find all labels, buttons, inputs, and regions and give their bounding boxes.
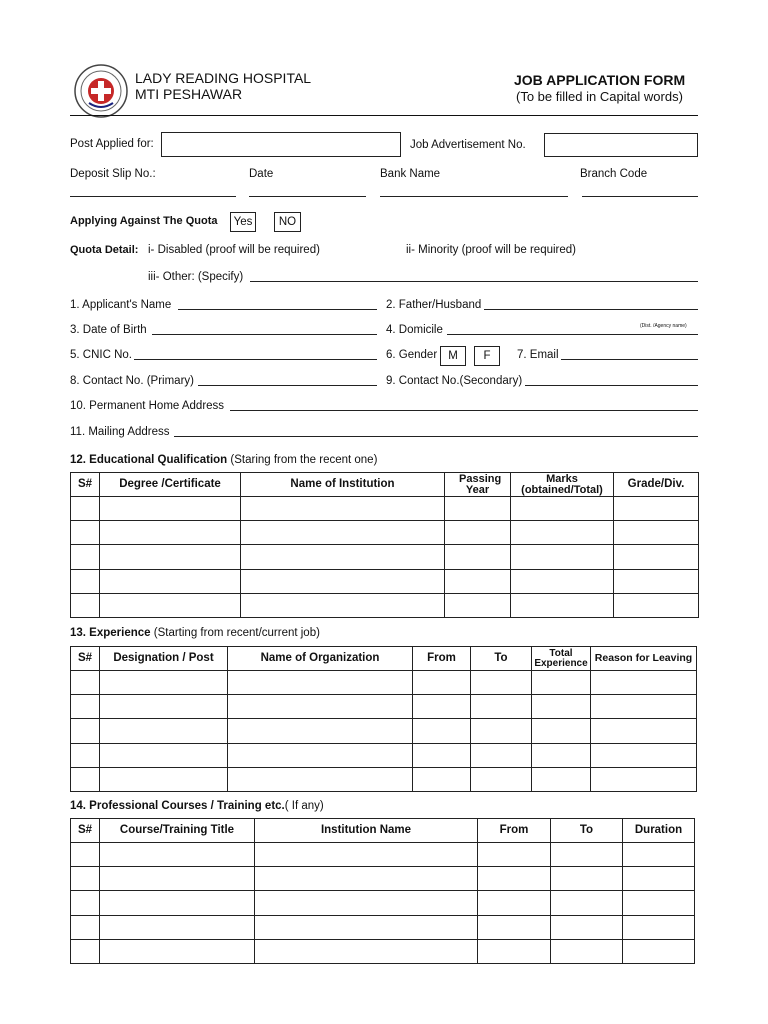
applicant-name-input[interactable] xyxy=(178,309,377,310)
contact-primary-input[interactable] xyxy=(198,385,377,386)
table-row xyxy=(71,767,697,791)
post-applied-input[interactable] xyxy=(161,132,401,157)
education-col-passing-year: Passing Year xyxy=(445,473,511,497)
education-heading: 12. Educational Qualification (Staring from the recent one) xyxy=(70,454,378,466)
form-title: JOB APPLICATION FORM xyxy=(514,72,686,88)
table-row xyxy=(71,545,699,569)
experience-col-organization: Name of Organization xyxy=(228,647,413,671)
quota-disabled-option[interactable]: i- Disabled (proof will be required) xyxy=(148,244,320,256)
education-col-institution: Name of Institution xyxy=(241,473,445,497)
job-adv-input[interactable] xyxy=(544,133,698,157)
experience-heading: 13. Experience (Starting from recent/current job) xyxy=(70,627,320,639)
deposit-slip-label: Deposit Slip No.: xyxy=(70,168,156,180)
branch-code-input[interactable] xyxy=(582,196,698,197)
header-divider xyxy=(70,115,698,116)
education-col-degree: Degree /Certificate xyxy=(100,473,241,497)
contact-secondary-input[interactable] xyxy=(525,385,698,386)
education-col-sno: S# xyxy=(71,473,100,497)
experience-table xyxy=(70,646,697,792)
post-applied-label: Post Applied for: xyxy=(70,138,154,150)
training-col-course: Course/Training Title xyxy=(100,819,255,843)
table-row xyxy=(71,867,695,891)
training-col-to: To xyxy=(551,819,623,843)
mailing-address-input[interactable] xyxy=(174,436,698,437)
quota-minority-option[interactable]: ii- Minority (proof will be required) xyxy=(406,244,576,256)
domicile-note: (Dist. /Agency name) xyxy=(640,323,687,329)
table-row xyxy=(71,593,699,617)
quota-other-input[interactable] xyxy=(250,281,698,282)
training-table xyxy=(70,818,695,964)
education-table xyxy=(70,472,699,618)
father-husband-label: 2. Father/Husband xyxy=(386,299,482,311)
table-row xyxy=(71,521,699,545)
training-col-sno: S# xyxy=(71,819,100,843)
training-col-institution: Institution Name xyxy=(255,819,478,843)
experience-col-reason: Reason for Leaving xyxy=(591,647,697,671)
experience-col-from: From xyxy=(413,647,471,671)
mailing-address-label: 11. Mailing Address xyxy=(70,426,170,438)
quota-yes-box[interactable]: Yes xyxy=(230,212,256,232)
training-col-from: From xyxy=(478,819,551,843)
table-row xyxy=(71,939,695,963)
form-subtitle: (To be filled in Capital words) xyxy=(516,89,683,104)
table-row xyxy=(71,915,695,939)
cnic-input[interactable] xyxy=(134,359,377,360)
table-row xyxy=(71,671,697,695)
email-label: 7. Email xyxy=(517,349,559,361)
table-row xyxy=(71,891,695,915)
dob-label: 3. Date of Birth xyxy=(70,324,147,336)
education-col-grade: Grade/Div. xyxy=(614,473,699,497)
hospital-logo-icon xyxy=(73,63,129,119)
contact-secondary-label: 9. Contact No.(Secondary) xyxy=(386,375,523,387)
permanent-address-label: 10. Permanent Home Address xyxy=(70,400,225,412)
gender-male-box[interactable]: M xyxy=(440,346,466,366)
table-row xyxy=(71,497,699,521)
permanent-address-input[interactable] xyxy=(230,410,698,411)
father-husband-input[interactable] xyxy=(484,309,698,310)
applicant-name-label: 1. Applicant's Name xyxy=(70,299,172,311)
table-row xyxy=(71,843,695,867)
domicile-label: 4. Domicile xyxy=(386,324,443,336)
experience-col-sno: S# xyxy=(71,647,100,671)
gender-female-box[interactable]: F xyxy=(474,346,500,366)
quota-no-box[interactable]: NO xyxy=(274,212,301,232)
experience-col-total: Total Experience xyxy=(532,647,591,671)
deposit-slip-input[interactable] xyxy=(70,196,236,197)
table-row xyxy=(71,569,699,593)
experience-col-to: To xyxy=(471,647,532,671)
bank-name-label: Bank Name xyxy=(380,168,441,180)
org-name: LADY READING HOSPITAL xyxy=(135,70,312,86)
job-adv-label: Job Advertisement No. xyxy=(410,139,526,151)
quota-label: Applying Against The Quota xyxy=(70,215,218,227)
domicile-input[interactable] xyxy=(447,334,698,335)
contact-primary-label: 8. Contact No. (Primary) xyxy=(70,375,194,387)
experience-col-designation: Designation / Post xyxy=(100,647,228,671)
dob-input[interactable] xyxy=(152,334,377,335)
date-label: Date xyxy=(249,168,274,180)
org-subname: MTI PESHAWAR xyxy=(135,86,243,102)
education-col-marks: Marks (obtained/Total) xyxy=(511,473,614,497)
gender-label: 6. Gender xyxy=(386,349,438,361)
training-heading: 14. Professional Courses / Training etc.( If any) xyxy=(70,800,324,812)
table-row xyxy=(71,743,697,767)
email-input[interactable] xyxy=(561,359,698,360)
table-row xyxy=(71,719,697,743)
quota-other-label: iii- Other: (Specify) xyxy=(148,271,244,283)
bank-name-input[interactable] xyxy=(380,196,568,197)
branch-code-label: Branch Code xyxy=(580,168,648,180)
quota-detail-label: Quota Detail: xyxy=(70,244,139,256)
table-row xyxy=(71,695,697,719)
cnic-label: 5. CNIC No. xyxy=(70,349,132,361)
date-input[interactable] xyxy=(249,196,366,197)
training-col-duration: Duration xyxy=(623,819,695,843)
